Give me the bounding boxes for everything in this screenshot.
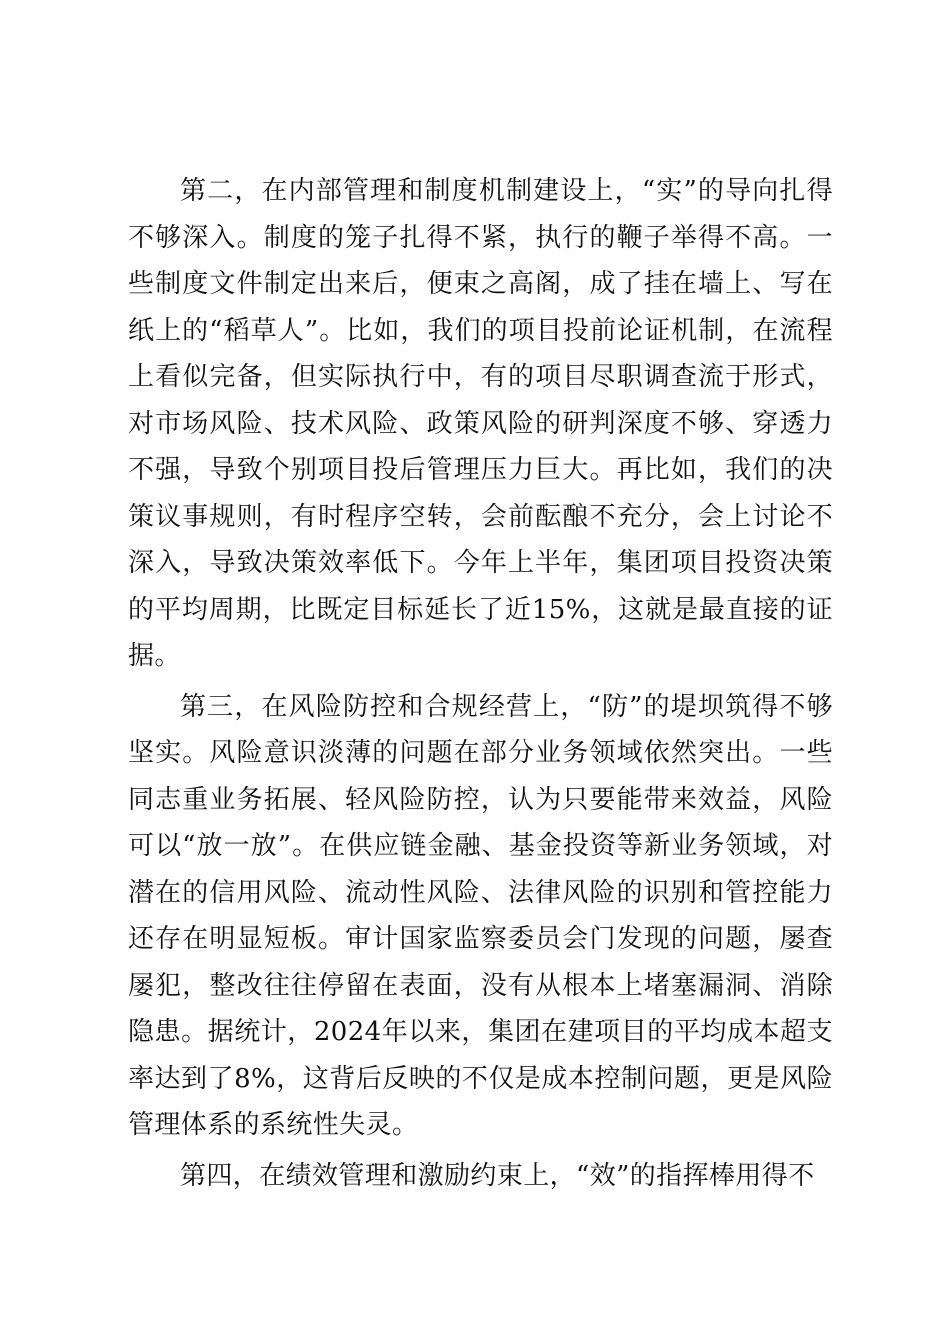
paragraph-fourth-point: 第四，在绩效管理和激励约束上，“效”的指挥棒用得不: [180, 1160, 815, 1191]
paragraph-third-point: 第三，在风险防控和合规经营上，“防”的堤坝筑得不够坚实。风险意识淡薄的问题在部分业务领域依然突出。一些同志重业务拓展、轻风险防控，认为只要能带来效益，风险可以“放一放”。在供应链金融、基金投资等新业务领域，对潜在的信用风险、流动性风险、法律风险的识别和管控能力还存在明显短板。审计国家监察委员会门发现的问题，屡查屡犯，整改往往停留在表面，没有从根本上堵塞漏洞、消除隐患。据统计，2024年以来，集团在建项目的平均成本超支率达到了8%，这背后反映的不仅是成本控制问题，更是风险管理体系的系统性失灵。: [128, 691, 833, 1140]
paragraph-second-point: 第二，在内部管理和制度机制建设上，“实”的导向扎得不够深入。制度的笼子扎得不紧，执行的鞭子举得不高。一些制度文件制定出来后，便束之高阁，成了挂在墙上、写在纸上的“稻草人”。比如，我们的项目投前论证机制，在流程上看似完备，但实际执行中，有的项目尽职调查流于形式，对市场风险、技术风险、政策风险的研判深度不够、穿透力不强，导致个别项目投后管理压力巨大。再比如，我们的决策议事规则，有时程序空转，会前酝酿不充分，会上讨论不深入，导致决策效率低下。今年上半年，集团项目投资决策的平均周期，比既定目标延长了近15%，这就是最直接的证据。: [128, 176, 833, 671]
document-body: [128, 168, 833, 1203]
